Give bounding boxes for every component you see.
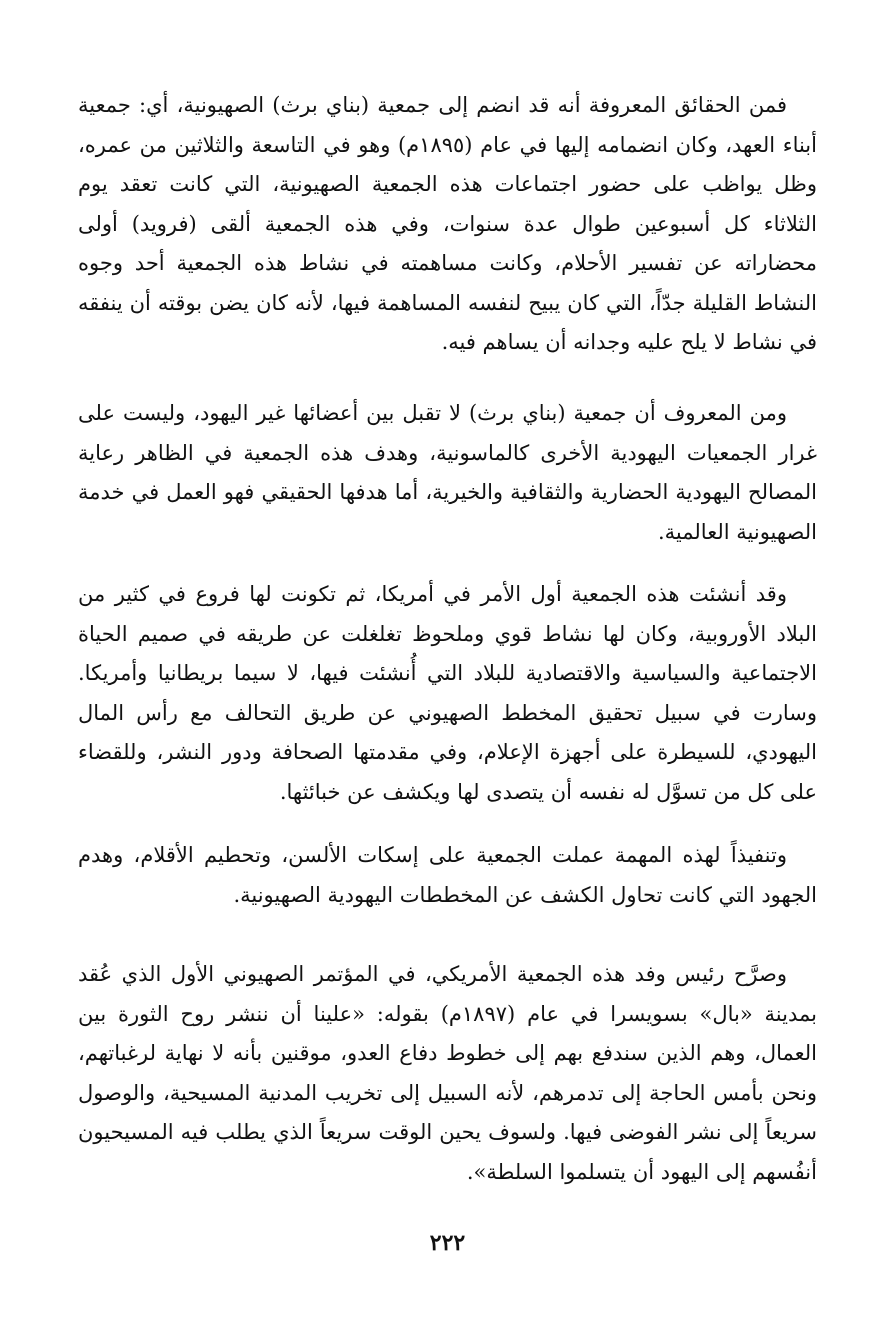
paragraph-mission-execution — [78, 836, 817, 915]
paragraph-text: وقد أنشئت هذه الجمعية أول الأمر في أمريكا، ثم تكونت لها فروع في كثير من البلاد الأوروبية، وكان لها نشاط قوي وملحوظ تغلغلت عن طريقه في صميم الحياة الاجتماعية والسياسية والاقتصادية للبلاد التي أُنشئت فيها، لا سيما بريطانيا وأمريكا. وسارت في سبيل تحقيق المخطط الصهيوني عن طريق التحالف مع رأس المال اليهودي، للسيطرة على أجهزة الإعلام، وفي مقدمتها الصحافة ودور النشر، وللقضاء على كل من تسوَّل له نفسه أن يتصدى لها ويكشف عن خبائثها. — [78, 582, 817, 804]
paragraph-text: فمن الحقائق المعروفة أنه قد انضم إلى جمعية (بناي برث) الصهيونية، أي: جمعية أبناء العهد، وكان انضمامه إليها في عام (١٨٩٥م) وهو في التاسعة والثلاثين من عمره، وظل يواظب على حضور اجتماعات هذه الجمعية الصهيونية، التي كانت تعقد يوم الثلاثاء كل أسبوعين طوال عدة سنوات، وفي هذه الجمعية ألقى (فرويد) أولى محضاراته عن تفسير الأحلام، وكانت مساهمته في نشاط هذه الجمعية أحد وجوه النشاط القليلة جدّاً، التي كان يبيح لنفسه المساهمة فيها، لأنه كان يضن بوقته أن ينفقه في نشاط لا يلح عليه وجدانه أن يساهم فيه. — [78, 93, 817, 354]
paragraph-society-origins — [78, 575, 817, 812]
paragraph-bnai-brith-membership — [78, 86, 817, 363]
page-number: ٢٢٢ — [429, 1230, 466, 1256]
paragraph-text: ومن المعروف أن جمعية (بناي برث) لا تقبل بين أعضائها غير اليهود، وليست على غرار الجمعيات اليهودية الأخرى كالماسونية، وهدف هذه الجمعية في الظاهر رعاية المصالح اليهودية الحضارية والثقافية والخيرية، أما هدفها الحقيقي فهو العمل في خدمة الصهيونية العالمية. — [78, 401, 817, 544]
paragraph-text: وصرَّح رئيس وفد هذه الجمعية الأمريكي، في المؤتمر الصهيوني الأول الذي عُقد بمدينة «بال» بسويسرا في عام (١٨٩٧م) بقوله: «علينا أن ننشر روح الثورة بين العمال، وهم الذين سندفع بهم إلى خطوط دفاع العدو، موقنين بأنه لا نهاية لرغباتهم، ونحن بأمس الحاجة إلى تدمرهم، لأنه السبيل إلى تخريب المدنية المسيحية، والوصول سريعاً إلى نشر الفوضى فيها. ولسوف يحين الوقت سريعاً الذي يطلب فيه المسيحيون أنفُسهم إلى اليهود أن يتسلموا السلطة». — [78, 962, 817, 1184]
paragraph-society-membership-rules — [78, 394, 817, 552]
paragraph-basel-congress-quote — [78, 955, 817, 1192]
paragraph-text: وتنفيذاً لهذه المهمة عملت الجمعية على إسكات الألسن، وتحطيم الأقلام، وهدم الجهود التي كانت تحاول الكشف عن المخططات اليهودية الصهيونية. — [78, 843, 817, 907]
